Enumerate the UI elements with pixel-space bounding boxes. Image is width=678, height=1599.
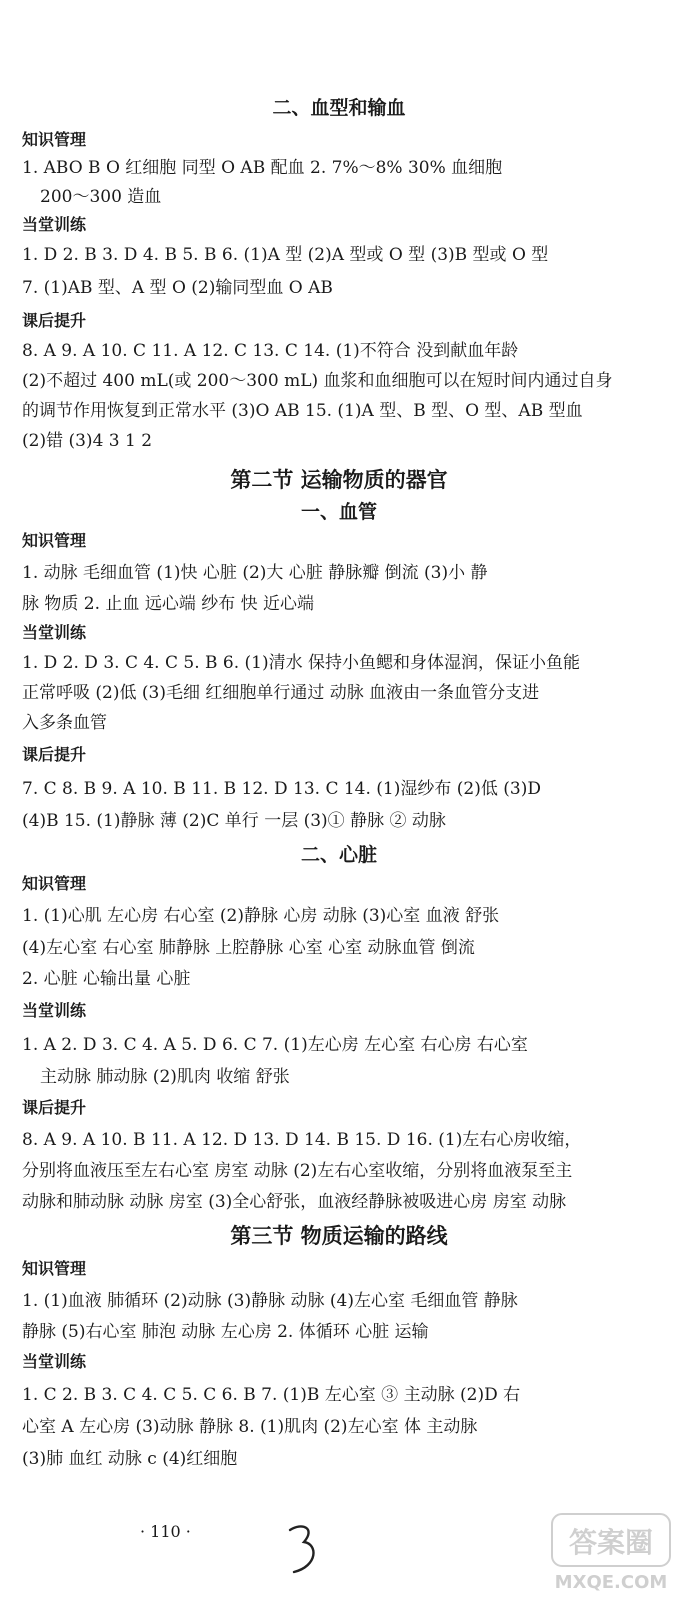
answer-line: 入多条血管 [22, 713, 107, 733]
answer-line: 7. (1)AB 型、A 型 O (2)输同型血 O AB [22, 278, 333, 298]
heading-practice: 当堂训练 [22, 1001, 87, 1020]
answer-line: 1. D 2. B 3. D 4. B 5. B 6. (1)A 型 (2)A 型或 O 型 (3)B 型或 O 型 [22, 245, 549, 265]
answer-line: (2)错 (3)4 3 1 2 [22, 431, 153, 451]
answer-line: 脉 物质 2. 止血 远心端 纱布 快 近心端 [22, 594, 315, 614]
answer-line: 动脉和肺动脉 动脉 房室 (3)全心舒张，血液经静脉被吸进心房 房室 动脉 [22, 1192, 567, 1212]
heading-homework: 课后提升 [22, 311, 87, 330]
watermark-logo [548, 1508, 674, 1596]
heading-practice: 当堂训练 [22, 215, 87, 234]
answer-line: 1. A 2. D 3. C 4. A 5. D 6. C 7. (1)左心房 左心室 右心房 右心室 [22, 1035, 528, 1055]
answer-line: 1. D 2. D 3. C 4. C 5. B 6. (1)清水 保持小鱼鳃和身体湿润，保证小鱼能 [22, 653, 581, 673]
answer-line: (3)肺 血红 动脉 c (4)红细胞 [22, 1449, 238, 1469]
answer-line: 静脉 (5)右心室 肺泡 动脉 左心房 2. 体循环 心脏 运输 [22, 1322, 429, 1342]
answer-line: 的调节作用恢复到正常水平 (3)O AB 15. (1)A 型、B 型、O 型、AB 型血 [22, 401, 583, 421]
answer-line: 1. ABO B O 红细胞 同型 O AB 配血 2. 7%～8% 30% 血细胞 [22, 158, 503, 178]
heading-homework: 课后提升 [22, 1098, 87, 1117]
answer-line: 7. C 8. B 9. A 10. B 11. B 12. D 13. C 14. (1)湿纱布 (2)低 (3)D [22, 779, 541, 799]
heading-knowledge: 知识管理 [22, 1259, 87, 1278]
answer-line: (4)B 15. (1)静脉 薄 (2)C 单行 一层 (3)① 静脉 ② 动脉 [22, 811, 446, 831]
answer-line: 分别将血液压至左右心室 房室 动脉 (2)左右心室收缩，分别将血液泵至主 [22, 1161, 573, 1181]
answer-line: 1. 动脉 毛细血管 (1)快 心脏 (2)大 心脏 静脉瓣 倒流 (3)小 静 [22, 563, 488, 583]
page-number: · 110 · [140, 1522, 191, 1541]
answer-line: (2)不超过 400 mL(或 200～300 mL) 血浆和血细胞可以在短时间内通过自身 [22, 371, 613, 391]
section-title-organs: 第二节 运输物质的器官 [230, 468, 448, 492]
answer-line: 主动脉 肺动脉 (2)肌肉 收缩 舒张 [40, 1067, 290, 1087]
answer-line: 正常呼吸 (2)低 (3)毛细 红细胞单行通过 动脉 血液由一条血管分支进 [22, 683, 540, 703]
answer-line: 8. A 9. A 10. C 11. A 12. C 13. C 14. (1)不符合 没到献血年龄 [22, 341, 519, 361]
answer-line: 1. (1)血液 肺循环 (2)动脉 (3)静脉 动脉 (4)左心室 毛细血管 静脉 [22, 1291, 518, 1311]
answer-line: 200～300 造血 [40, 187, 162, 207]
heading-practice: 当堂训练 [22, 623, 87, 642]
heading-knowledge: 知识管理 [22, 531, 87, 550]
watermark-top-text: 答案圈 [568, 1526, 654, 1559]
section-title-transport-route: 第三节 物质运输的路线 [230, 1224, 448, 1248]
section-title-blood-type: 二、血型和输血 [272, 97, 406, 119]
heading-knowledge: 知识管理 [22, 130, 87, 149]
heading-homework: 课后提升 [22, 745, 87, 764]
answer-line: 心室 A 左心房 (3)动脉 静脉 8. (1)肌肉 (2)左心室 体 主动脉 [22, 1417, 478, 1437]
heading-practice: 当堂训练 [22, 1352, 87, 1371]
heading-knowledge: 知识管理 [22, 874, 87, 893]
answer-line: (4)左心室 右心室 肺静脉 上腔静脉 心室 心室 动脉血管 倒流 [22, 938, 475, 958]
handwritten-mark-icon [284, 1522, 320, 1578]
answer-line: 8. A 9. A 10. B 11. A 12. D 13. D 14. B 15. D 16. (1)左右心房收缩， [22, 1130, 582, 1150]
answer-line: 1. (1)心肌 左心房 右心室 (2)静脉 心房 动脉 (3)心室 血液 舒张 [22, 906, 500, 926]
subsection-title-heart: 二、心脏 [300, 844, 377, 866]
answer-line: 1. C 2. B 3. C 4. C 5. C 6. B 7. (1)B 左心室 ③ 主动脉 (2)D 右 [22, 1385, 521, 1405]
answer-line: 2. 心脏 心输出量 心脏 [22, 969, 191, 989]
watermark-bottom-text: MXQE.COM [554, 1572, 668, 1593]
subsection-title-vessels: 一、血管 [300, 501, 377, 523]
